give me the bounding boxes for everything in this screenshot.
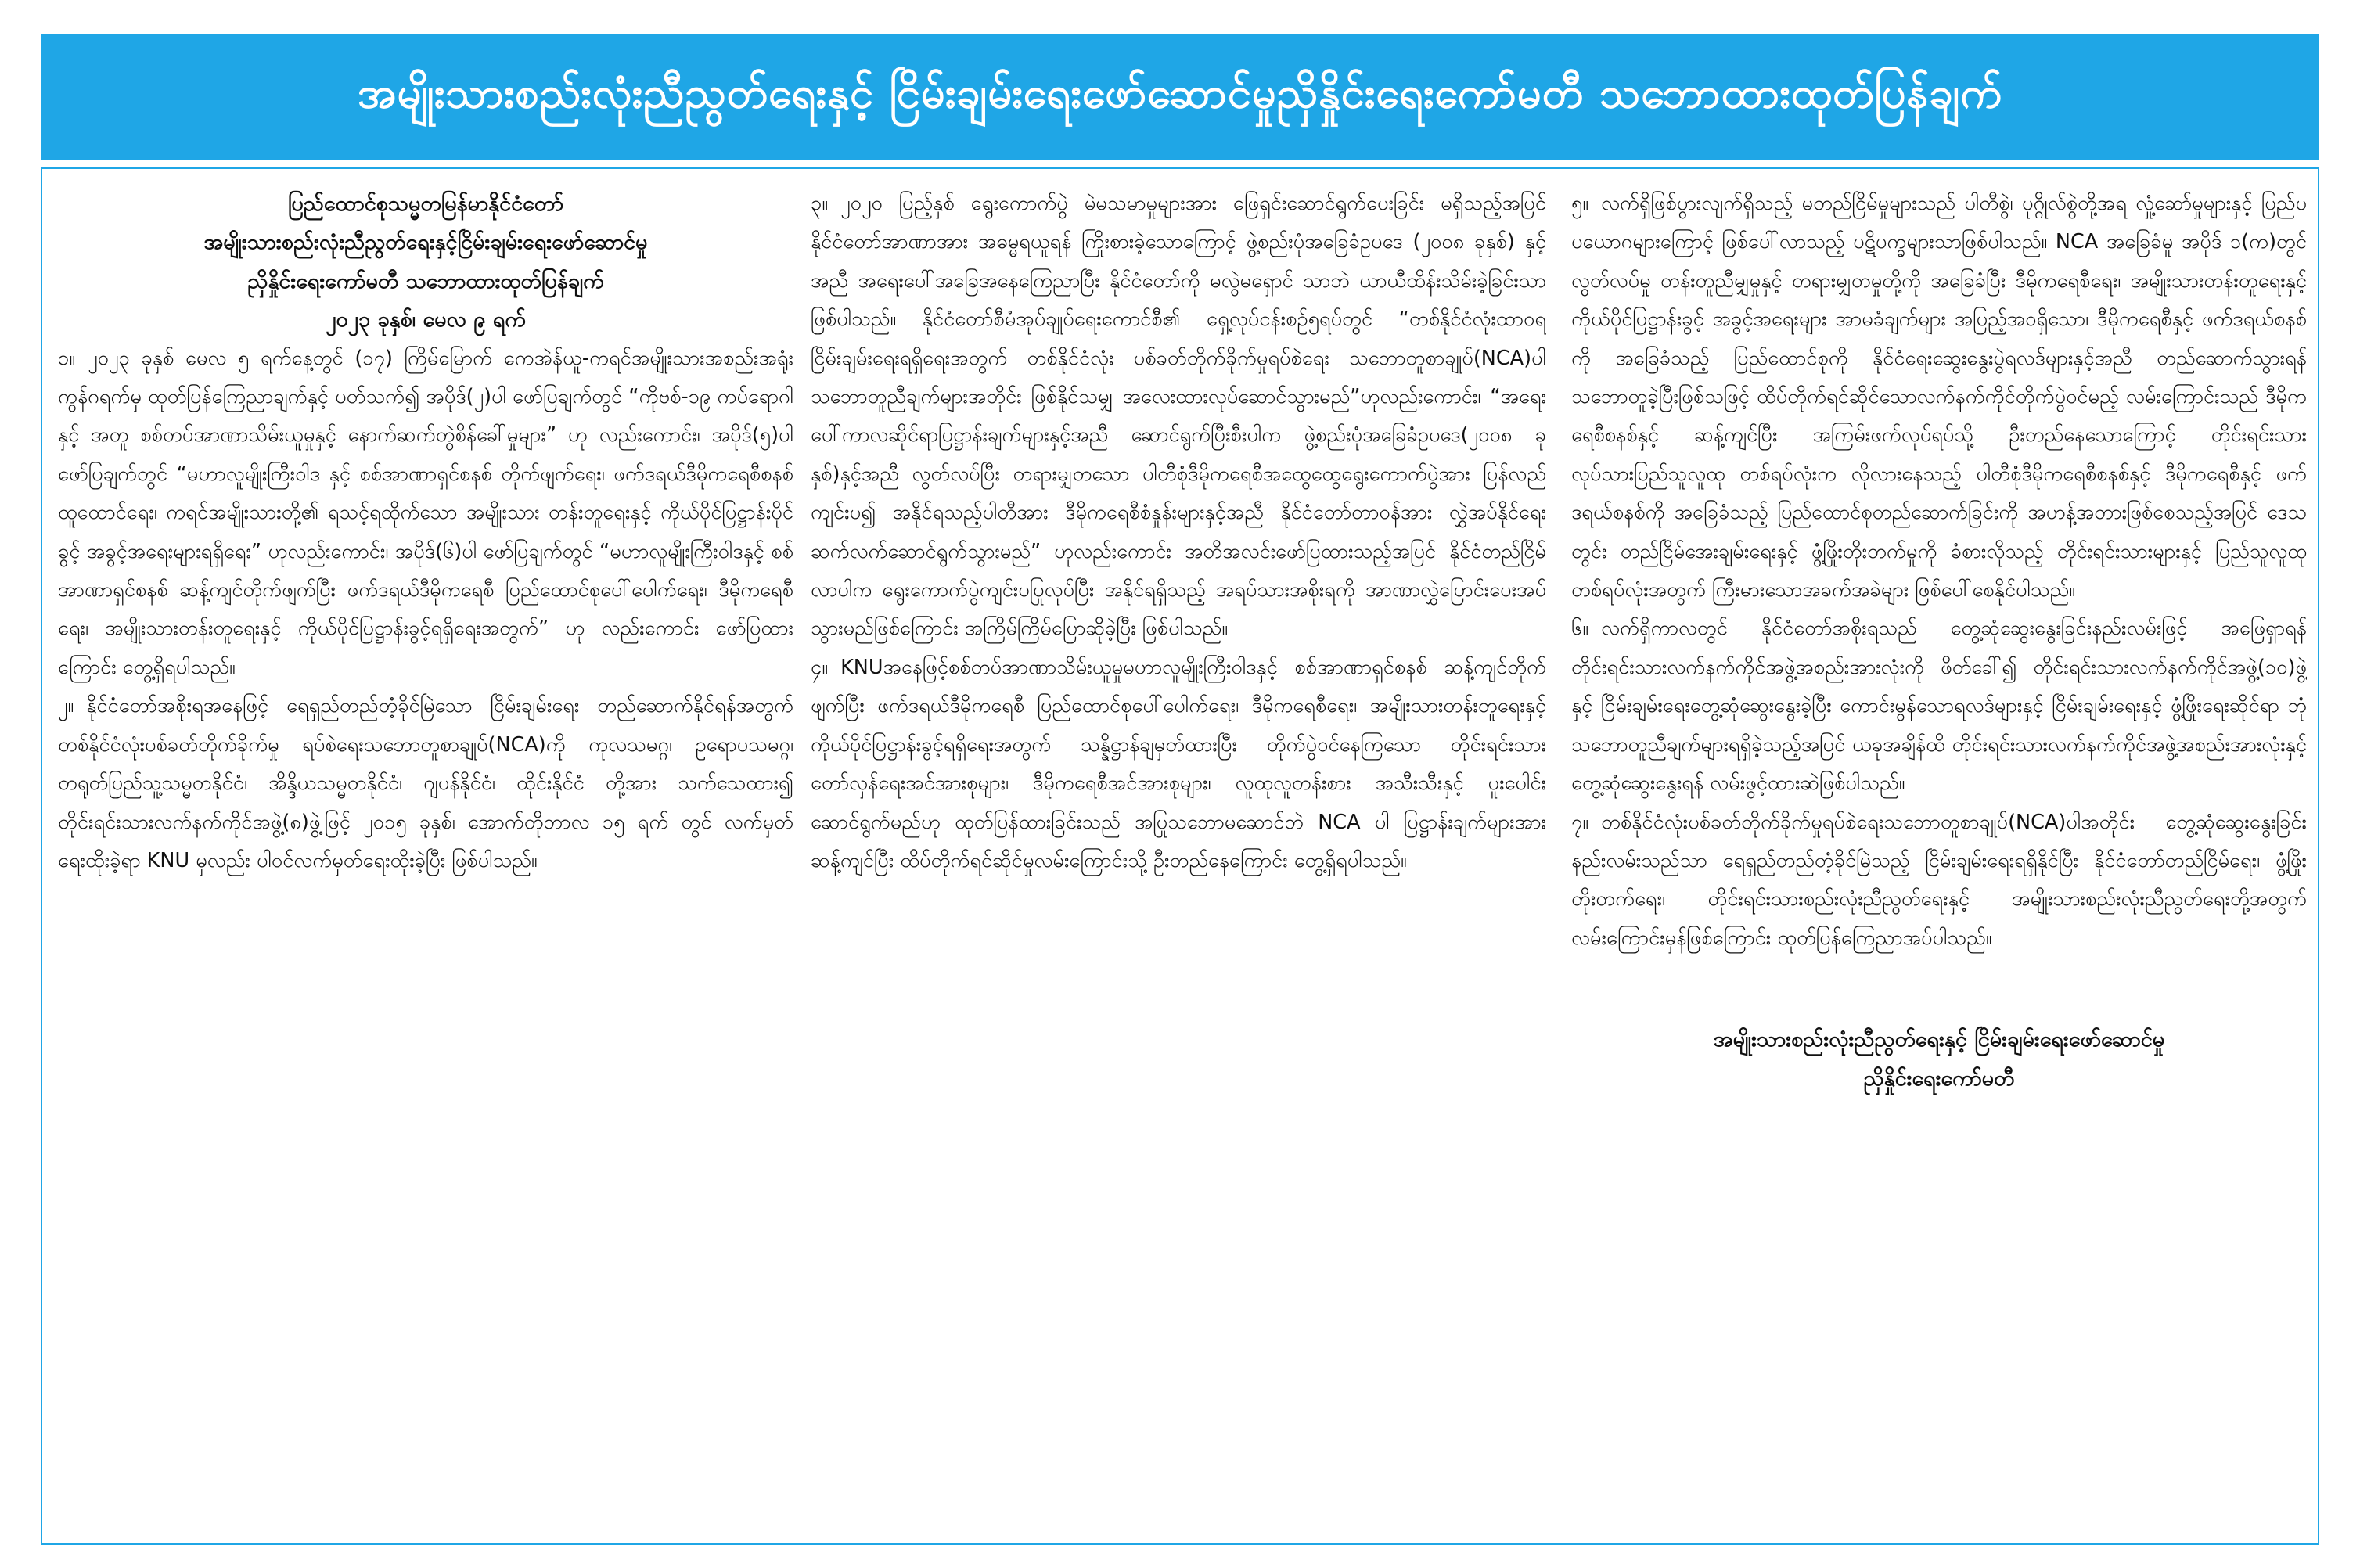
- column-1: [58, 185, 793, 1530]
- paragraph-number: ၁။: [58, 346, 76, 370]
- title-banner: [41, 34, 2319, 160]
- paragraph-1: [58, 340, 793, 688]
- paragraph-number: ၇။: [1571, 810, 1589, 834]
- paragraph-4: [811, 649, 1546, 880]
- paragraph-number: ၂။: [58, 694, 74, 718]
- paragraph-number: ၄။: [811, 655, 829, 679]
- paragraph-text: KNUအနေဖြင့်စစ်တပ်အာဏာသိမ်းယူမှုမဟာလူမျိုးကြီးဝါဒနှင့် စစ်အာဏာရှင်စနစ် ဆန့်ကျင်တိုက်ဖျက်ပြီး ဖက်ဒရယ်ဒီမိုကရေစီ ပြည်ထောင်စုပေါ်ပေါက်ရေး၊ ဒီမိုကရေစီရေး၊ အမျိုးသားတန်းတူရေးနှင့် ကိုယ်ပိုင်ပြဋ္ဌာန်းခွင့်ရရှိရေးအတွက် သန္နိဋ္ဌာန်ချမှတ်ထားပြီး တိုက်ပွဲဝင်နေကြသော တိုင်းရင်းသားတော်လှန်ရေးအင်အားစုများ၊ ဒီမိုကရေစီအင်အားစုများ၊ လူထုလူတန်းစား အသီးသီးနှင့် ပူးပေါင်းဆောင်ရွက်မည်ဟု ထုတ်ပြန်ထားခြင်းသည် အပြုသဘောမဆောင်ဘဲ NCA ပါ ပြဋ္ဌာန်းချက်များအား ဆန့်ကျင်ပြီး ထိပ်တိုက်ရင်ဆိုင်မှုလမ်းကြောင်းသို့ ဦးတည်နေကြောင်း တွေ့ရှိရပါသည်။: [811, 655, 1546, 872]
- header-line-2: အမျိုးသားစည်းလုံးညီညွတ်ရေးနှင့်ငြိမ်းချမ်းရေးဖော်ဆောင်မှု: [203, 230, 648, 255]
- column-2: [811, 185, 1546, 1530]
- signature-spacer: [1571, 958, 2307, 1020]
- paragraph-text: ၂၀၂၃ ခုနှစ် မေလ ၅ ရက်နေ့တွင် (၁၇) ကြိမ်မြောက် ကေအဲန်ယူ-ကရင်အမျိုးသားအစည်းအရုံးကွန်ဂရက်မှ ထုတ်ပြန်ကြေညာချက်နှင့် ပတ်သက်၍ အပိုဒ်(၂)ပါ ဖော်ပြချက်တွင် “ကိုဗစ်-၁၉ ကပ်ရောဂါနှင့် အတူ စစ်တပ်အာဏာသိမ်းယူမှုနှင့် နောက်ဆက်တွဲစိန်ခေါ်မှုများ” ဟု လည်းကောင်း၊ အပိုဒ်(၅)ပါ ဖော်ပြချက်တွင် “မဟာလူမျိုးကြီးဝါဒ နှင့် စစ်အာဏာရှင်စနစ် တိုက်ဖျက်ရေး၊ ဖက်ဒရယ်ဒီမိုကရေစီစနစ် ထူထောင်ရေး၊ ကရင်အမျိုးသားတို့၏ ရသင့်ရထိုက်သော အမျိုးသား တန်းတူရေးနှင့် ကိုယ်ပိုင်ပြဋ္ဌာန်းပိုင်ခွင့် အခွင့်အရေးများရရှိရေး” ဟုလည်းကောင်း၊ အပိုဒ်(၆)ပါ ဖော်ပြချက်တွင် “မဟာလူမျိုးကြီးဝါဒနှင့် စစ်အာဏာရှင်စနစ် ဆန့်ကျင်တိုက်ဖျက်ပြီး ဖက်ဒရယ်ဒီမိုကရေစီ ပြည်ထောင်စုပေါ်ပေါက်ရေး၊ ဒီမိုကရေစီရေး၊ အမျိုးသားတန်းတူရေးနှင့် ကိုယ်ပိုင်ပြဋ္ဌာန်းခွင့်ရရှိရေးအတွက်” ဟု လည်းကောင်း ဖော်ပြထားကြောင်း တွေ့ရှိရပါသည်။: [58, 346, 793, 679]
- paragraph-6: [1571, 610, 2307, 803]
- paragraph-number: ၅။: [1571, 192, 1589, 215]
- paragraph-text: ၂၀၂၀ ပြည့်နှစ် ရွေးကောက်ပွဲ မဲမသမာမှုများအား ဖြေရှင်းဆောင်ရွက်ပေးခြင်း မရှိသည့်အပြင် နိုင်ငံတော်အာဏာအား အဓမ္မရယူရန် ကြိုးစားခဲ့သောကြောင့် ဖွဲ့စည်းပုံအခြေခံဥပဒေ (၂၀၀၈ ခုနှစ်) နှင့်အညီ အရေးပေါ်အခြေအနေကြေညာပြီး နိုင်ငံတော်ကို မလွဲမရှောင် သာဘဲ ယာယီထိန်းသိမ်းခဲ့ခြင်းသာဖြစ်ပါသည်။ နိုင်ငံတော်စီမံအုပ်ချုပ်ရေးကောင်စီ၏ ရှေ့လုပ်ငန်းစဉ်၅ရပ်တွင် “တစ်နိုင်ငံလုံးထာဝရငြိမ်းချမ်းရေးရရှိရေးအတွက် တစ်နိုင်ငံလုံး ပစ်ခတ်တိုက်ခိုက်မှုရပ်စဲရေး သဘောတူစာချုပ်(NCA)ပါ သဘောတူညီချက်များအတိုင်း ဖြစ်နိုင်သမျှ အလေးထားလုပ်ဆောင်သွားမည်”ဟုလည်းကောင်း၊ “အရေးပေါ်ကာလဆိုင်ရာပြဋ္ဌာန်းချက်များနှင့်အညီ ဆောင်ရွက်ပြီးစီးပါက ဖွဲ့စည်းပုံအခြေခံဥပဒေ(၂၀၀၈ ခုနှစ်)နှင့်အညီ လွတ်လပ်ပြီး တရားမျှတသော ပါတီစုံဒီမိုကရေစီအထွေထွေရွေးကောက်ပွဲအား ပြန်လည်ကျင်းပ၍ အနိုင်ရသည့်ပါတီအား ဒီမိုကရေစီစံနှုန်းများနှင့်အညီ နိုင်ငံတော်တာဝန်အား လွှဲအပ်နိုင်ရေး ဆက်လက်ဆောင်ရွက်သွားမည်” ဟုလည်းကောင်း အတိအလင်းဖော်ပြထားသည့်အပြင် နိုင်ငံတည်ငြိမ်လာပါက ရွေးကောက်ပွဲကျင်းပပြုလုပ်ပြီး အနိုင်ရရှိသည့် အရပ်သားအစိုးရကို အာဏာလွှဲပြောင်းပေးအပ်သွားမည်ဖြစ်ကြောင်း အကြိမ်ကြိမ်ပြောဆိုခဲ့ပြီး ဖြစ်ပါသည်။: [811, 192, 1546, 641]
- header-date: ၂၀၂၃ ခုနှစ်၊ မေလ ၉ ရက်: [326, 307, 526, 333]
- paragraph-7: [1571, 804, 2307, 958]
- signature-line-2: ညှိနှိုင်းရေးကော်မတီ: [1863, 1066, 2015, 1091]
- signature-line-1: အမျိုးသားစည်းလုံးညီညွတ်ရေးနှင့် ငြိမ်းချမ်းရေးဖော်ဆောင်မှု: [1713, 1027, 2165, 1052]
- paragraph-text: တစ်နိုင်ငံလုံးပစ်ခတ်တိုက်ခိုက်မှုရပ်စဲရေးသဘောတူစာချုပ်(NCA)ပါအတိုင်း တွေ့ဆုံဆွေးနွေးခြင်းနည်းလမ်းသည်သာ ရေရှည်တည်တံ့ခိုင်မြဲသည့် ငြိမ်းချမ်းရေးရရှိနိုင်ပြီး နိုင်ငံတော်တည်ငြိမ်ရေး၊ ဖွံ့ဖြိုးတိုးတက်ရေး၊ တိုင်းရင်းသားစည်းလုံးညီညွတ်ရေးနှင့် အမျိုးသားစည်းလုံးညီညွတ်ရေးတို့အတွက် လမ်းကြောင်းမှန်ဖြစ်ကြောင်း ထုတ်ပြန်ကြေညာအပ်ပါသည်။: [1571, 810, 2307, 950]
- banner-title: အမျိုးသားစည်းလုံးညီညွတ်ရေးနှင့် ငြိမ်းချမ်းရေးဖော်ဆောင်မှုညှိနှိုင်းရေးကော်မတီ သဘောထားထုတ်ပြန်ချက်: [357, 67, 2003, 117]
- paragraph-number: ၆။: [1571, 617, 1589, 641]
- paragraph-text: လက်ရှိဖြစ်ပွားလျက်ရှိသည့် မတည်ငြိမ်မှုများသည် ပါတီစွဲ၊ ပုဂ္ဂိုလ်စွဲတို့အရ လှုံ့ဆော်မှုများနှင့် ပြည်ပ ပယောဂများကြောင့် ဖြစ်ပေါ်လာသည့် ပဋိပက္ခများသာဖြစ်ပါသည်။ NCA အခြေခံမူ အပိုဒ် ၁(က)တွင် လွတ်လပ်မှု တန်းတူညီမျှမှုနှင့် တရားမျှတမှုတို့ကို အခြေခံပြီး ဒီမိုကရေစီရေး၊ အမျိုးသားတန်းတူရေးနှင့် ကိုယ်ပိုင်ပြဋ္ဌာန်းခွင့် အခွင့်အရေးများ အာမခံချက်များ အပြည့်အဝရှိသော၊ ဒီမိုကရေစီနှင့် ဖက်ဒရယ်စနစ်ကို အခြေခံသည့် ပြည်ထောင်စုကို နိုင်ငံရေးဆွေးနွေးပွဲရလဒ်များနှင့်အညီ တည်ဆောက်သွားရန် သဘောတူခဲ့ပြီးဖြစ်သဖြင့် ထိပ်တိုက်ရင်ဆိုင်သောလက်နက်ကိုင်တိုက်ပွဲဝင်မည့် လမ်းကြောင်းသည် ဒီမိုကရေစီစနစ်နှင့် ဆန့်ကျင်ပြီး အကြမ်းဖက်လုပ်ရပ်သို့ ဦးတည်နေသောကြောင့် တိုင်းရင်းသားလုပ်သားပြည်သူလူထု တစ်ရပ်လုံးက လိုလားနေသည့် ပါတီစုံဒီမိုကရေစီစနစ်နှင့် ဒီမိုကရေစီနှင့် ဖက်ဒရယ်စနစ်ကို အခြေခံသည့် ပြည်ထောင်စုတည်ဆောက်ခြင်းကို အဟန့်အတားဖြစ်စေသည့်အပြင် ဒေသတွင်း တည်ငြိမ်အေးချမ်းရေးနှင့် ဖွံ့ဖြိုးတိုးတက်မှုကို ခံစားလိုသည့် တိုင်းရင်းသားများနှင့် ပြည်သူလူထု တစ်ရပ်လုံးအတွက် ကြီးမားသောအခက်အခဲများ ဖြစ်ပေါ်စေနိုင်ပါသည်။: [1571, 192, 2307, 602]
- header-line-1: ပြည်ထောင်စုသမ္မတမြန်မာနိုင်ငံတော်: [287, 192, 564, 216]
- column-3: [1571, 185, 2307, 1530]
- header-line-3: ညှိနှိုင်းရေးကော်မတီ သဘောထားထုတ်ပြန်ချက်: [247, 268, 604, 293]
- paragraph-text: နိုင်ငံတော်အစိုးရအနေဖြင့် ရေရှည်တည်တံ့ခိုင်မြဲသော ငြိမ်းချမ်းရေး တည်ဆောက်နိုင်ရန်အတွက် တစ်နိုင်ငံလုံးပစ်ခတ်တိုက်ခိုက်မှု ရပ်စဲရေးသဘောတူစာချုပ်(NCA)ကို ကုလသမဂ္ဂ၊ ဥရောပသမဂ္ဂ၊ တရုတ်ပြည်သူ့သမ္မတနိုင်ငံ၊ အိန္ဒိယသမ္မတနိုင်ငံ၊ ဂျပန်နိုင်ငံ၊ ထိုင်းနိုင်ငံ တို့အား သက်သေထား၍ တိုင်းရင်းသားလက်နက်ကိုင်အဖွဲ့(၈)ဖွဲ့ဖြင့် ၂၀၁၅ ခုနှစ်၊ အောက်တိုဘာလ ၁၅ ရက် တွင် လက်မှတ်ရေးထိုးခဲ့ရာ KNU မှလည်း ပါဝင်လက်မှတ်ရေးထိုးခဲ့ပြီး ဖြစ်ပါသည်။: [58, 694, 793, 872]
- paragraph-2: [58, 687, 793, 880]
- paragraph-5: [1571, 185, 2307, 610]
- paragraph-3: [811, 185, 1546, 649]
- paragraph-number: ၃။: [811, 192, 829, 215]
- paragraph-text: လက်ရှိကာလတွင် နိုင်ငံတော်အစိုးရသည် တွေ့ဆုံဆွေးနွေးခြင်းနည်းလမ်းဖြင့် အဖြေရှာရန် တိုင်းရင်းသားလက်နက်ကိုင်အဖွဲ့အစည်းအားလုံးကို ဖိတ်ခေါ်၍ တိုင်းရင်းသားလက်နက်ကိုင်အဖွဲ့(၁၀)ဖွဲ့နှင့် ငြိမ်းချမ်းရေးတွေ့ဆုံဆွေးနွေးခဲ့ပြီး ကောင်းမွန်သောရလဒ်များနှင့် ငြိမ်းချမ်းရေးနှင့် ဖွံ့ဖြိုးရေးဆိုင်ရာ ဘုံသဘောတူညီချက်များရရှိခဲ့သည့်အပြင် ယခုအချိန်ထိ တိုင်းရင်းသားလက်နက်ကိုင်အဖွဲ့အစည်းအားလုံးနှင့် တွေ့ဆုံဆွေးနွေးရန် လမ်းဖွင့်ထားဆဲဖြစ်ပါသည်။: [1571, 617, 2307, 796]
